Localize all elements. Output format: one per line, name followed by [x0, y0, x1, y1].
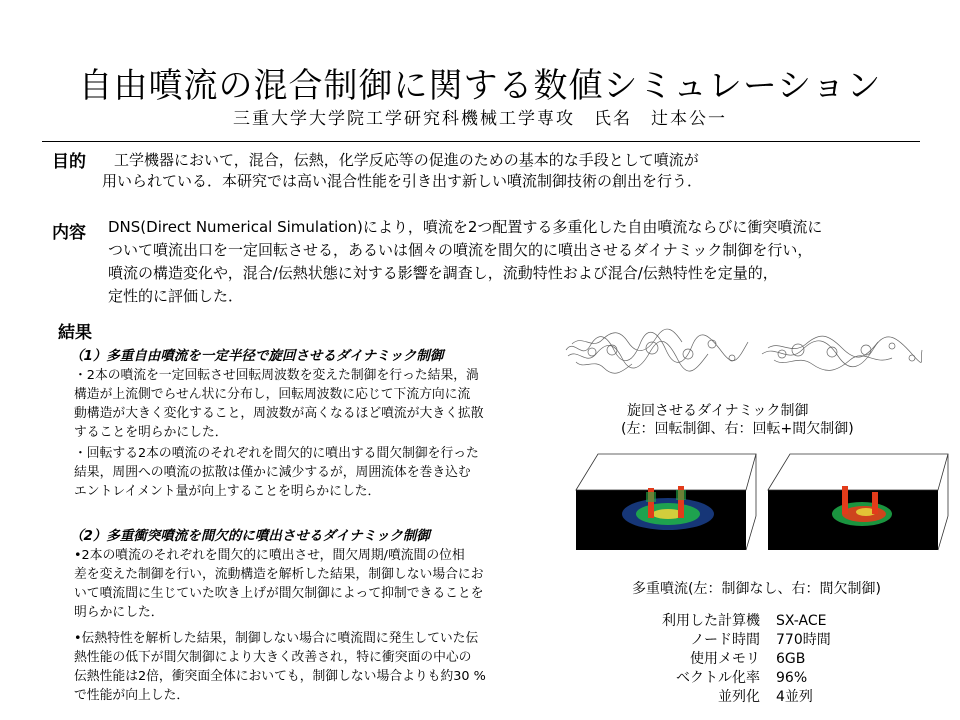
header-divider — [42, 141, 920, 142]
page-title: 自由噴流の混合制御に関する数値シミュレーション — [78, 66, 882, 106]
results-text-line: ・2本の噴流を一定回転させ回転周波数を変えた制御を行った結果，渦 — [74, 368, 479, 383]
results-text-line: いて噴流間に生じていた吹き上げが間欠制御によって抑制できることを — [74, 586, 484, 601]
results-text-line: •2本の噴流のそれぞれを間欠的に噴出させ，間欠周期/噴流間の位相 — [74, 548, 465, 563]
results-text-line: 結果，周囲への噴流の拡散は僅かに減少するが，周囲流体を巻き込む — [74, 465, 471, 480]
spec-value: 770時間 — [776, 632, 831, 648]
spec-row — [662, 612, 831, 631]
results-text-line: 差を変えた制御を行い，流動構造を解析した結果，制御しない場合にお — [74, 567, 484, 582]
spec-label: 並列化 — [718, 689, 760, 705]
intermittent-control-panel — [768, 454, 948, 550]
spec-value: 4並列 — [776, 689, 813, 705]
spec-row — [662, 669, 831, 688]
results-text-line: 明らかにした． — [74, 605, 164, 620]
compute-spec-table — [662, 612, 831, 707]
results-text-line: 動構造が大きく変化すること，周波数が高くなるほど噴流が大きく拡散 — [74, 406, 484, 421]
results-text-line: 伝熱性能は2倍，衝突面全体においても，制御しない場合よりも約30 % — [74, 669, 486, 684]
results-text-line: 構造が上流側でらせん状に分布し，回転周波数に応じて下流方向に流 — [74, 387, 471, 402]
content-text-line: ついて噴流出口を一定回転させる，あるいは個々の噴流を間欠的に噴出させるダイナミック制御を行い， — [108, 241, 813, 259]
spec-value: SX-ACE — [776, 613, 827, 629]
swirl-control-figure — [562, 320, 924, 382]
spec-label: ベクトル化率 — [676, 670, 760, 686]
swirl-figure-caption: 旋回させるダイナミック制御 — [627, 403, 809, 419]
content-heading: 内容 — [52, 223, 86, 243]
spec-label: 使用メモリ — [690, 651, 760, 667]
purpose-text-line: 工学機器において，混合，伝熱，化学反応等の促進のための基本的な手段として噴流が — [114, 151, 699, 169]
results-heading: 結果 — [58, 323, 92, 343]
results-text-line: で性能が向上した． — [74, 688, 190, 703]
results-text-line: することを明らかにした． — [74, 425, 228, 440]
results-text-line: 熱性能の低下が間欠制御により大きく改善され，特に衝突面の中心の — [74, 650, 472, 665]
content-text-line: 噴流の構造変化や，混合/伝熱状態に対する影響を調査し，流動特性および混合/伝熱特性を定量的， — [108, 264, 778, 282]
no-control-panel — [576, 454, 756, 550]
swirl-figure-caption-detail: (左：回転制御、右：回転+間欠制御) — [621, 421, 854, 437]
purpose-text-line: 用いられている．本研究では高い混合性能を引き出す新しい噴流制御技術の創出を行う． — [102, 172, 703, 190]
spec-row — [662, 650, 831, 669]
impinging-jet-figure — [572, 450, 952, 570]
content-text-line: 定性的に評価した． — [108, 287, 244, 305]
results-section1-title: （1）多重自由噴流を一定半径で旋回させるダイナミック制御 — [70, 348, 444, 364]
impinging-figure-caption: 多重噴流(左：制御なし、右：間欠制御) — [632, 581, 881, 597]
results-section2-title: （2）多重衝突噴流を間欠的に噴出させるダイナミック制御 — [70, 528, 430, 544]
spec-value: 6GB — [776, 651, 806, 667]
results-text-line: ・回転する2本の噴流のそれぞれを間欠的に噴出する間欠制御を行った — [74, 446, 479, 461]
author-affiliation: 三重大学大学院工学研究科機械工学専攻 氏名 辻本公一 — [233, 109, 727, 129]
results-text-line: エントレイメント量が向上することを明らかにした． — [74, 484, 381, 499]
content-text-line: DNS(Direct Numerical Simulation)により，噴流を2つ配置する多重化した自由噴流ならびに衝突噴流に — [108, 218, 823, 236]
spec-label: ノード時間 — [690, 632, 760, 648]
spec-label: 利用した計算機 — [662, 613, 760, 629]
purpose-heading: 目的 — [52, 152, 86, 172]
spec-value: 96% — [776, 670, 808, 686]
spec-row — [662, 631, 831, 650]
spec-row — [662, 688, 831, 707]
results-text-line: •伝熱特性を解析した結果，制御しない場合に噴流間に発生していた伝 — [74, 631, 479, 646]
